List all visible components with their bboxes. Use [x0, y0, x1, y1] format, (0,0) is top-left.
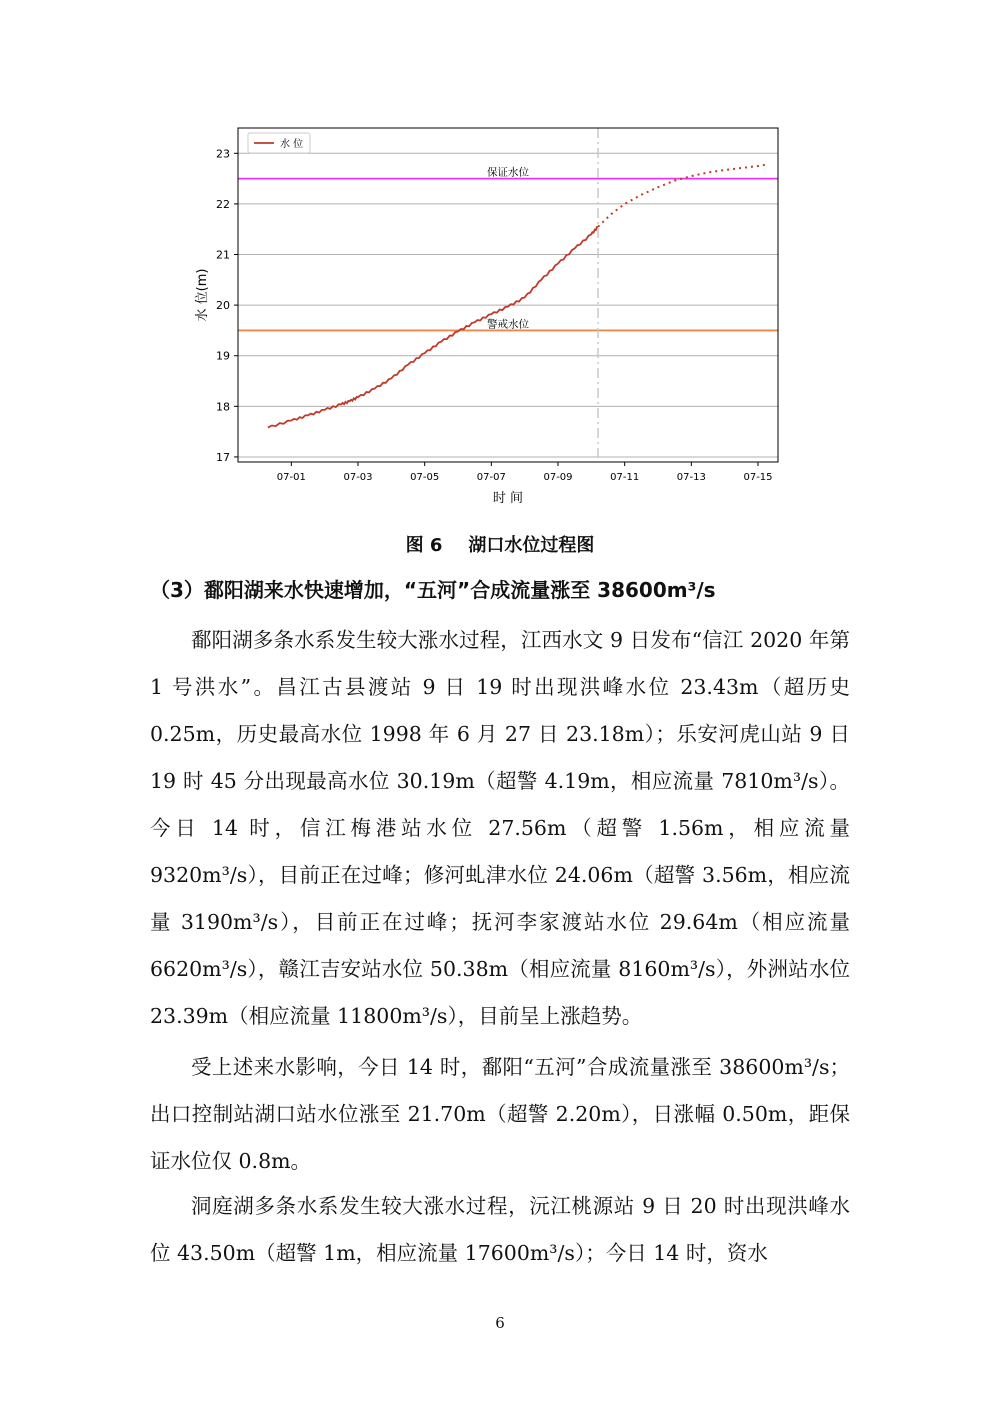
- reference-line-label: 警戒水位: [487, 318, 529, 331]
- grid-lines: [238, 153, 778, 457]
- y-tick-label: 23: [216, 147, 230, 161]
- paragraph-hukou-station: 受上述来水影响，今日 14 时，鄱阳“五河”合成流量涨至 38600m³/s；出口控制站湖口站水位涨至 21.70m（超警 2.20m），日涨幅 0.50m，距保证水位仅 0.8m。: [150, 1055, 850, 1173]
- x-tick-label: 07-03: [343, 472, 373, 483]
- section-heading: （3）鄱阳湖来水快速增加，“五河”合成流量涨至 38600m³/s: [150, 578, 716, 602]
- legend-label: 水 位: [280, 139, 304, 150]
- x-tick-label: 07-07: [476, 472, 506, 483]
- observed-water-level-line: [268, 227, 598, 428]
- x-axis-label: 时 间: [492, 491, 524, 506]
- figure-caption: [0, 531, 1000, 557]
- figure-title: 湖口水位过程图: [468, 535, 595, 556]
- x-tick-label: 07-11: [610, 472, 640, 483]
- water-level-chart: [190, 118, 790, 510]
- reference-line-label: 保证水位: [487, 166, 529, 179]
- y-tick-label: 18: [216, 400, 230, 414]
- page-number: 6: [495, 1314, 505, 1332]
- y-axis-ticks: [216, 147, 238, 464]
- y-tick-label: 17: [216, 450, 230, 464]
- figure-number: 图 6: [405, 535, 443, 556]
- x-tick-label: 07-15: [743, 472, 773, 483]
- y-tick-label: 19: [216, 349, 230, 363]
- x-tick-label: 07-09: [543, 472, 573, 483]
- y-axis-label: 水 位(m): [195, 268, 210, 322]
- x-axis-ticks: [277, 462, 773, 483]
- paragraph-dongting-lake: 洞庭湖多条水系发生较大涨水过程，沅江桃源站 9 日 20 时出现洪峰水位 43.50m（超警 1m，相应流量 17600m³/s）；今日 14 时，资水: [150, 1194, 850, 1265]
- x-tick-label: 07-01: [276, 472, 306, 483]
- y-tick-label: 21: [216, 248, 230, 262]
- chart-legend: [248, 133, 310, 153]
- paragraph-poyang-tributaries: 鄱阳湖多条水系发生较大涨水过程，江西水文 9 日发布“信江 2020 年第 1 号洪水”。昌江古县渡站 9 日 19 时出现洪峰水位 23.43m（超历史 0.25m，历史最高水位 1998 年 6 月 27 日 23.18m）；乐安河虎山站 9 日 19 时 45 分出现最高水位 30.19m（超警 4.19m，相应流量 7810m³/s）。今日 14 时，信江梅港站水位 27.56m（超警 1.56m，相应流量 9320m³/s），目前正在过峰；修河虬津水位 24.06m（超警 3.56m，相应流量 3190m³/s），目前正在过峰；抚河李家渡站水位 29.64m（相应流量 6620m³/s），赣江吉安站水位 50.38m（相应流量 8160m³/s），外洲站水位 23.39m（相应流量 11800m³/s），目前呈上涨趋势。: [150, 628, 850, 1028]
- y-tick-label: 20: [216, 299, 230, 313]
- x-tick-label: 07-05: [410, 472, 440, 483]
- x-tick-label: 07-13: [676, 472, 706, 483]
- y-tick-label: 22: [216, 197, 230, 211]
- forecast-water-level-line: [598, 164, 768, 226]
